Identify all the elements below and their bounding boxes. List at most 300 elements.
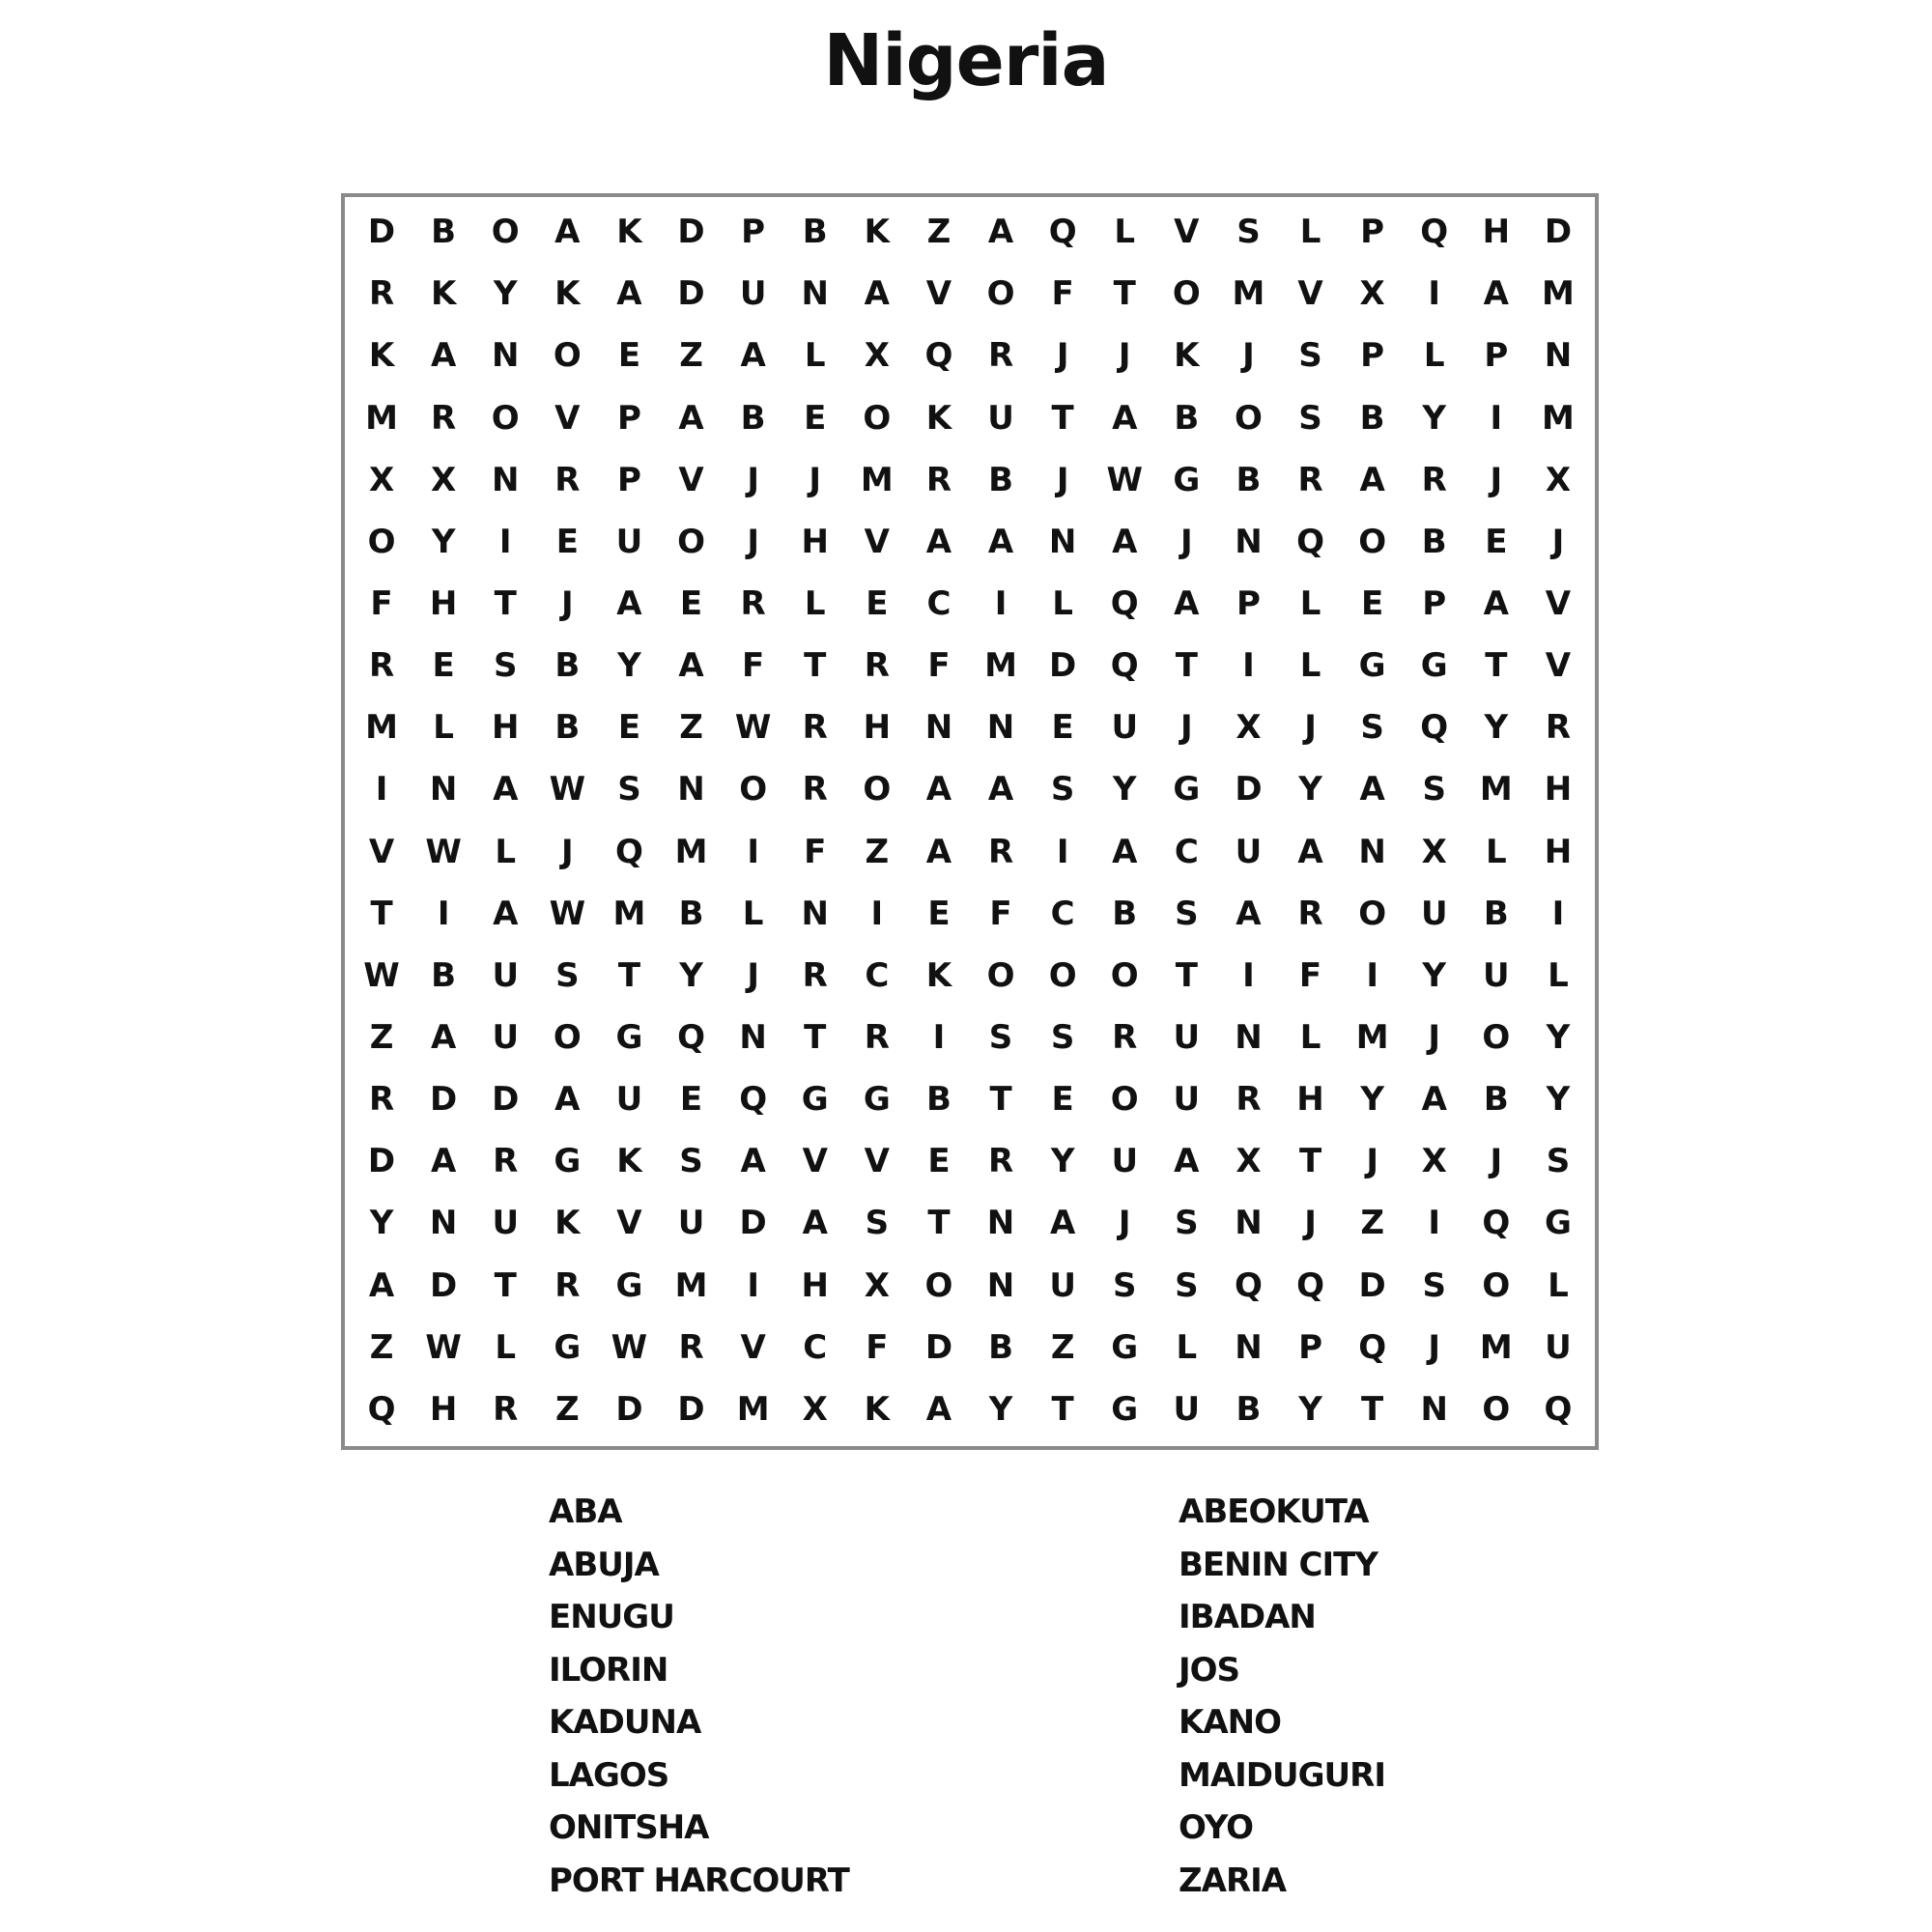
grid-cell[interactable]: H <box>492 708 520 748</box>
grid-cell[interactable]: H <box>1482 213 1511 252</box>
grid-cell[interactable]: A <box>864 274 890 314</box>
grid-cell[interactable]: B <box>1421 522 1447 561</box>
grid-cell[interactable]: E <box>679 1080 703 1120</box>
grid-cell[interactable]: M <box>612 894 646 933</box>
grid-cell[interactable]: F <box>742 646 765 686</box>
grid-cell[interactable]: G <box>1173 460 1201 499</box>
grid-cell[interactable]: O <box>1172 274 1201 314</box>
grid-cell[interactable]: S <box>1175 1204 1199 1243</box>
grid-cell[interactable]: B <box>431 955 457 995</box>
grid-cell[interactable]: N <box>677 770 705 810</box>
grid-cell[interactable]: U <box>492 955 520 995</box>
grid-cell[interactable]: N <box>1544 336 1573 376</box>
grid-cell[interactable]: I <box>1551 894 1565 933</box>
grid-cell[interactable]: B <box>925 1080 952 1120</box>
grid-cell[interactable]: W <box>611 1327 648 1367</box>
grid-cell[interactable]: T <box>1051 398 1074 438</box>
grid-cell[interactable]: H <box>1296 1080 1324 1120</box>
grid-cell[interactable]: V <box>802 1142 828 1181</box>
grid-cell[interactable]: I <box>1428 274 1441 314</box>
grid-cell[interactable]: U <box>1111 1142 1139 1181</box>
grid-cell[interactable]: S <box>1546 1142 1571 1181</box>
grid-cell[interactable]: F <box>1051 274 1074 314</box>
grid-cell[interactable]: O <box>1048 955 1077 995</box>
grid-cell[interactable]: Q <box>614 832 643 871</box>
grid-cell[interactable]: R <box>802 770 828 810</box>
grid-cell[interactable]: M <box>365 398 398 438</box>
grid-cell[interactable]: D <box>367 1142 396 1181</box>
grid-cell[interactable]: P <box>1422 583 1447 623</box>
grid-cell[interactable]: T <box>804 646 827 686</box>
grid-cell[interactable]: I <box>747 832 759 871</box>
grid-cell[interactable]: D <box>430 1080 458 1120</box>
grid-cell[interactable]: A <box>1112 522 1138 561</box>
grid-cell[interactable]: S <box>1422 1265 1446 1305</box>
grid-cell[interactable]: R <box>987 1142 1014 1181</box>
grid-cell[interactable]: D <box>615 1389 643 1429</box>
grid-cell[interactable]: Z <box>865 832 890 871</box>
grid-cell[interactable]: A <box>740 336 766 376</box>
grid-cell[interactable]: J <box>1304 1204 1317 1243</box>
grid-cell[interactable]: M <box>1542 398 1575 438</box>
grid-cell[interactable]: N <box>492 336 520 376</box>
grid-cell[interactable]: X <box>1359 274 1385 314</box>
grid-cell[interactable]: L <box>495 832 517 871</box>
grid-cell[interactable]: F <box>370 583 393 623</box>
grid-cell[interactable]: O <box>553 336 582 376</box>
grid-cell[interactable]: Q <box>1420 213 1449 252</box>
grid-cell[interactable]: L <box>1548 955 1569 995</box>
grid-cell[interactable]: B <box>988 460 1013 499</box>
grid-cell[interactable]: O <box>1482 1265 1511 1305</box>
grid-cell[interactable]: R <box>802 708 828 748</box>
grid-cell[interactable]: Y <box>1298 1389 1322 1429</box>
grid-cell[interactable]: N <box>801 894 829 933</box>
grid-cell[interactable]: P <box>1236 583 1261 623</box>
grid-cell[interactable]: U <box>739 274 767 314</box>
grid-cell[interactable]: N <box>492 460 520 499</box>
grid-cell[interactable]: L <box>1299 646 1321 686</box>
grid-cell[interactable]: J <box>1180 708 1193 748</box>
grid-cell[interactable]: B <box>1236 460 1262 499</box>
grid-cell[interactable]: A <box>1174 1142 1200 1181</box>
grid-cell[interactable]: A <box>740 1142 766 1181</box>
grid-cell[interactable]: I <box>1428 1204 1441 1243</box>
grid-cell[interactable]: U <box>615 522 643 561</box>
grid-cell[interactable]: U <box>492 1018 520 1058</box>
grid-cell[interactable]: C <box>865 955 890 995</box>
grid-cell[interactable]: L <box>1114 213 1136 252</box>
grid-cell[interactable]: N <box>801 274 829 314</box>
grid-cell[interactable]: F <box>989 894 1012 933</box>
grid-cell[interactable]: J <box>1490 1142 1503 1181</box>
grid-cell[interactable]: U <box>1420 894 1448 933</box>
grid-cell[interactable]: R <box>554 1265 581 1305</box>
grid-cell[interactable]: M <box>1355 1018 1389 1058</box>
grid-cell[interactable]: D <box>1049 646 1077 686</box>
grid-cell[interactable]: O <box>863 398 892 438</box>
grid-cell[interactable]: A <box>1297 832 1323 871</box>
grid-cell[interactable]: R <box>493 1389 519 1429</box>
grid-cell[interactable]: I <box>870 894 884 933</box>
grid-cell[interactable]: O <box>924 1265 953 1305</box>
grid-cell[interactable]: S <box>1360 708 1384 748</box>
grid-cell[interactable]: D <box>677 1389 705 1429</box>
grid-cell[interactable]: E <box>1361 583 1384 623</box>
grid-cell[interactable]: A <box>678 398 704 438</box>
grid-cell[interactable]: G <box>615 1265 643 1305</box>
grid-cell[interactable]: U <box>1173 1080 1201 1120</box>
grid-cell[interactable]: J <box>1118 1204 1131 1243</box>
grid-cell[interactable]: L <box>1486 832 1507 871</box>
grid-cell[interactable]: I <box>1242 646 1255 686</box>
grid-cell[interactable]: P <box>616 460 641 499</box>
grid-cell[interactable]: A <box>430 1018 457 1058</box>
grid-cell[interactable]: N <box>1235 1018 1263 1058</box>
grid-cell[interactable]: D <box>739 1204 767 1243</box>
grid-cell[interactable]: P <box>616 398 641 438</box>
grid-cell[interactable]: G <box>1544 1204 1572 1243</box>
grid-cell[interactable]: L <box>804 336 826 376</box>
grid-cell[interactable]: B <box>1483 1080 1509 1120</box>
grid-cell[interactable]: J <box>1056 336 1069 376</box>
grid-cell[interactable]: Q <box>1482 1204 1511 1243</box>
grid-cell[interactable]: A <box>368 1265 395 1305</box>
grid-cell[interactable]: P <box>1360 213 1385 252</box>
grid-cell[interactable]: H <box>863 708 892 748</box>
grid-cell[interactable]: J <box>747 522 759 561</box>
grid-cell[interactable]: A <box>1483 583 1509 623</box>
grid-cell[interactable]: D <box>924 1327 953 1367</box>
grid-cell[interactable]: S <box>1050 1018 1075 1058</box>
grid-cell[interactable]: R <box>740 583 766 623</box>
grid-cell[interactable]: L <box>742 894 764 933</box>
grid-cell[interactable]: B <box>988 1327 1013 1367</box>
grid-cell[interactable]: V <box>554 398 581 438</box>
grid-cell[interactable]: G <box>1173 770 1201 810</box>
grid-cell[interactable]: A <box>430 1142 457 1181</box>
grid-cell[interactable]: R <box>431 398 457 438</box>
grid-cell[interactable]: V <box>1545 646 1572 686</box>
grid-cell[interactable]: I <box>747 1265 759 1305</box>
grid-cell[interactable]: A <box>925 1389 952 1429</box>
grid-cell[interactable]: U <box>1049 1265 1076 1305</box>
grid-cell[interactable]: J <box>1242 336 1255 376</box>
grid-cell[interactable]: N <box>1420 1389 1448 1429</box>
grid-cell[interactable]: F <box>1298 955 1322 995</box>
grid-cell[interactable]: H <box>801 522 829 561</box>
grid-cell[interactable]: L <box>1299 583 1321 623</box>
grid-cell[interactable]: L <box>1052 583 1073 623</box>
grid-cell[interactable]: O <box>1358 894 1387 933</box>
grid-cell[interactable]: A <box>1483 274 1509 314</box>
grid-cell[interactable]: Y <box>1050 1142 1075 1181</box>
grid-cell[interactable]: D <box>1235 770 1263 810</box>
grid-cell[interactable]: J <box>561 832 574 871</box>
grid-cell[interactable]: M <box>984 646 1017 686</box>
grid-cell[interactable]: Y <box>1298 770 1322 810</box>
grid-cell[interactable]: Y <box>1112 770 1137 810</box>
grid-cell[interactable]: D <box>430 1265 458 1305</box>
grid-cell[interactable]: D <box>492 1080 520 1120</box>
grid-cell[interactable]: A <box>1236 894 1262 933</box>
grid-cell[interactable]: T <box>989 1080 1012 1120</box>
grid-cell[interactable]: S <box>865 1204 890 1243</box>
grid-cell[interactable]: R <box>987 832 1014 871</box>
grid-cell[interactable]: P <box>741 213 766 252</box>
grid-cell[interactable]: X <box>864 336 890 376</box>
grid-cell[interactable]: Q <box>1296 1265 1324 1305</box>
grid-cell[interactable]: W <box>549 770 586 810</box>
grid-cell[interactable]: B <box>678 894 704 933</box>
grid-cell[interactable]: H <box>801 1265 829 1305</box>
grid-cell[interactable]: W <box>425 832 462 871</box>
grid-cell[interactable]: A <box>1359 770 1385 810</box>
grid-cell[interactable]: A <box>1112 832 1138 871</box>
grid-cell[interactable]: B <box>554 646 581 686</box>
grid-cell[interactable]: D <box>677 213 705 252</box>
grid-cell[interactable]: J <box>747 460 759 499</box>
grid-cell[interactable]: N <box>1048 522 1077 561</box>
grid-cell[interactable]: Q <box>739 1080 768 1120</box>
grid-cell[interactable]: C <box>926 583 952 623</box>
grid-cell[interactable]: R <box>1112 1018 1138 1058</box>
grid-cell[interactable]: O <box>1482 1389 1511 1429</box>
grid-cell[interactable]: V <box>740 1327 766 1367</box>
grid-cell[interactable]: E <box>866 583 889 623</box>
grid-cell[interactable]: Q <box>1110 646 1139 686</box>
grid-cell[interactable]: E <box>679 583 703 623</box>
grid-cell[interactable]: S <box>1050 770 1075 810</box>
grid-cell[interactable]: I <box>375 770 388 810</box>
grid-cell[interactable]: Z <box>679 336 703 376</box>
grid-cell[interactable]: X <box>431 460 457 499</box>
grid-cell[interactable]: N <box>1235 522 1263 561</box>
grid-cell[interactable]: E <box>617 708 641 748</box>
grid-cell[interactable]: Y <box>1360 1080 1384 1120</box>
grid-cell[interactable]: L <box>804 583 826 623</box>
grid-cell[interactable]: L <box>495 1327 517 1367</box>
grid-cell[interactable]: I <box>932 1018 946 1058</box>
grid-cell[interactable]: A <box>987 770 1014 810</box>
grid-cell[interactable]: M <box>1232 274 1265 314</box>
grid-cell[interactable]: U <box>1173 1018 1201 1058</box>
grid-cell[interactable]: G <box>1111 1327 1139 1367</box>
grid-cell[interactable]: W <box>425 1327 462 1367</box>
grid-cell[interactable]: V <box>368 832 395 871</box>
grid-cell[interactable]: Q <box>1048 213 1077 252</box>
grid-cell[interactable]: E <box>1051 708 1074 748</box>
grid-cell[interactable]: G <box>1420 646 1448 686</box>
grid-cell[interactable]: Z <box>369 1018 394 1058</box>
grid-cell[interactable]: Z <box>369 1327 394 1367</box>
grid-cell[interactable]: J <box>1428 1327 1441 1367</box>
grid-cell[interactable]: X <box>802 1389 828 1429</box>
grid-cell[interactable]: S <box>679 1142 703 1181</box>
grid-cell[interactable]: P <box>1360 336 1385 376</box>
grid-cell[interactable]: P <box>1298 1327 1322 1367</box>
grid-cell[interactable]: G <box>801 1080 829 1120</box>
grid-cell[interactable]: I <box>994 583 1008 623</box>
grid-cell[interactable]: A <box>554 1080 581 1120</box>
grid-cell[interactable]: W <box>1106 460 1143 499</box>
grid-cell[interactable]: L <box>1548 1265 1569 1305</box>
grid-cell[interactable]: K <box>554 274 581 314</box>
grid-cell[interactable]: N <box>986 1204 1015 1243</box>
grid-cell[interactable]: K <box>925 955 952 995</box>
grid-cell[interactable]: G <box>863 1080 891 1120</box>
grid-cell[interactable]: A <box>616 274 642 314</box>
grid-cell[interactable]: V <box>925 274 952 314</box>
grid-cell[interactable]: B <box>1236 1389 1262 1429</box>
grid-cell[interactable]: Y <box>1546 1080 1571 1120</box>
grid-cell[interactable]: S <box>555 955 580 995</box>
grid-cell[interactable]: A <box>430 336 457 376</box>
grid-cell[interactable]: O <box>1110 1080 1139 1120</box>
grid-cell[interactable]: M <box>674 1265 708 1305</box>
grid-cell[interactable]: C <box>803 1327 828 1367</box>
grid-cell[interactable]: J <box>1180 522 1193 561</box>
grid-cell[interactable]: H <box>1544 832 1573 871</box>
grid-cell[interactable]: O <box>986 274 1015 314</box>
grid-cell[interactable]: Y <box>617 646 641 686</box>
grid-cell[interactable]: S <box>1298 398 1322 438</box>
grid-cell[interactable]: J <box>1428 1018 1441 1058</box>
grid-cell[interactable]: O <box>1234 398 1263 438</box>
grid-cell[interactable]: A <box>987 213 1014 252</box>
grid-cell[interactable]: O <box>367 522 396 561</box>
grid-cell[interactable]: O <box>1358 522 1387 561</box>
grid-cell[interactable]: V <box>864 1142 890 1181</box>
grid-cell[interactable]: A <box>493 894 519 933</box>
grid-cell[interactable]: G <box>554 1142 582 1181</box>
grid-cell[interactable]: J <box>1490 460 1503 499</box>
grid-cell[interactable]: U <box>1173 1389 1201 1429</box>
grid-cell[interactable]: A <box>802 1204 828 1243</box>
grid-cell[interactable]: J <box>561 583 574 623</box>
grid-cell[interactable]: Y <box>1484 708 1509 748</box>
grid-cell[interactable]: R <box>368 274 395 314</box>
grid-cell[interactable]: Y <box>369 1204 394 1243</box>
grid-cell[interactable]: N <box>924 708 953 748</box>
grid-cell[interactable]: V <box>1545 583 1572 623</box>
grid-cell[interactable]: H <box>1544 770 1573 810</box>
grid-cell[interactable]: L <box>1299 1018 1321 1058</box>
grid-cell[interactable]: U <box>1111 708 1139 748</box>
grid-cell[interactable]: R <box>368 1080 395 1120</box>
grid-cell[interactable]: R <box>802 955 828 995</box>
grid-cell[interactable]: Y <box>431 522 456 561</box>
grid-cell[interactable]: X <box>1236 708 1262 748</box>
grid-cell[interactable]: U <box>987 398 1014 438</box>
grid-cell[interactable]: A <box>1112 398 1138 438</box>
grid-cell[interactable]: M <box>736 1389 770 1429</box>
grid-cell[interactable]: J <box>1304 708 1317 748</box>
grid-cell[interactable]: A <box>678 646 704 686</box>
grid-cell[interactable]: T <box>1175 646 1198 686</box>
grid-cell[interactable]: I <box>498 522 512 561</box>
grid-cell[interactable]: P <box>1484 336 1509 376</box>
grid-cell[interactable]: A <box>987 522 1014 561</box>
grid-cell[interactable]: R <box>1236 1080 1262 1120</box>
grid-cell[interactable]: Z <box>1050 1327 1075 1367</box>
grid-cell[interactable]: Y <box>1422 955 1447 995</box>
grid-cell[interactable]: R <box>987 336 1014 376</box>
grid-cell[interactable]: G <box>1358 646 1386 686</box>
grid-cell[interactable]: E <box>1051 1080 1074 1120</box>
grid-cell[interactable]: B <box>1483 894 1509 933</box>
grid-cell[interactable]: E <box>927 894 951 933</box>
grid-cell[interactable]: S <box>1422 770 1446 810</box>
grid-cell[interactable]: S <box>617 770 641 810</box>
grid-cell[interactable]: I <box>1366 955 1378 995</box>
grid-cell[interactable]: W <box>734 708 772 748</box>
grid-cell[interactable]: T <box>1113 274 1136 314</box>
grid-cell[interactable]: T <box>617 955 641 995</box>
grid-cell[interactable]: Q <box>1234 1265 1263 1305</box>
grid-cell[interactable]: K <box>616 1142 642 1181</box>
grid-cell[interactable]: E <box>1485 522 1508 561</box>
grid-cell[interactable]: E <box>555 522 579 561</box>
grid-cell[interactable]: V <box>1174 213 1200 252</box>
grid-cell[interactable]: K <box>864 213 891 252</box>
grid-cell[interactable]: U <box>677 1204 705 1243</box>
grid-cell[interactable]: J <box>1118 336 1131 376</box>
grid-cell[interactable]: N <box>429 1204 458 1243</box>
grid-cell[interactable]: R <box>864 1018 890 1058</box>
grid-cell[interactable]: Z <box>1360 1204 1384 1243</box>
grid-cell[interactable]: A <box>493 770 519 810</box>
grid-cell[interactable]: H <box>429 583 458 623</box>
grid-cell[interactable]: M <box>674 832 708 871</box>
grid-cell[interactable]: X <box>368 460 395 499</box>
grid-cell[interactable]: L <box>1299 213 1321 252</box>
grid-cell[interactable]: I <box>437 894 450 933</box>
grid-cell[interactable]: Q <box>1296 522 1324 561</box>
grid-cell[interactable]: L <box>433 708 454 748</box>
grid-cell[interactable]: X <box>1421 832 1447 871</box>
grid-cell[interactable]: E <box>927 1142 951 1181</box>
grid-cell[interactable]: B <box>431 213 457 252</box>
grid-cell[interactable]: B <box>1359 398 1385 438</box>
grid-cell[interactable]: W <box>363 955 400 995</box>
grid-cell[interactable]: Z <box>926 213 952 252</box>
grid-cell[interactable]: Q <box>924 336 953 376</box>
grid-cell[interactable]: K <box>554 1204 581 1243</box>
grid-cell[interactable]: F <box>927 646 951 686</box>
grid-cell[interactable]: S <box>1112 1265 1137 1305</box>
grid-cell[interactable]: O <box>1110 955 1139 995</box>
grid-cell[interactable]: A <box>1421 1080 1447 1120</box>
grid-cell[interactable]: M <box>1479 1327 1513 1367</box>
grid-cell[interactable]: Y <box>988 1389 1013 1429</box>
grid-cell[interactable]: W <box>549 894 586 933</box>
grid-cell[interactable]: M <box>365 708 398 748</box>
grid-cell[interactable]: Y <box>1546 1018 1571 1058</box>
grid-cell[interactable]: M <box>1542 274 1575 314</box>
grid-cell[interactable]: T <box>1298 1142 1322 1181</box>
grid-cell[interactable]: R <box>1297 460 1323 499</box>
grid-cell[interactable]: C <box>1050 894 1075 933</box>
grid-cell[interactable]: Y <box>1422 398 1447 438</box>
grid-cell[interactable]: S <box>1175 1265 1199 1305</box>
grid-cell[interactable]: J <box>747 955 759 995</box>
grid-cell[interactable]: O <box>1482 1018 1511 1058</box>
grid-cell[interactable]: Q <box>677 1018 705 1058</box>
grid-cell[interactable]: Z <box>555 1389 580 1429</box>
grid-cell[interactable]: A <box>925 832 952 871</box>
grid-cell[interactable]: S <box>1298 336 1322 376</box>
